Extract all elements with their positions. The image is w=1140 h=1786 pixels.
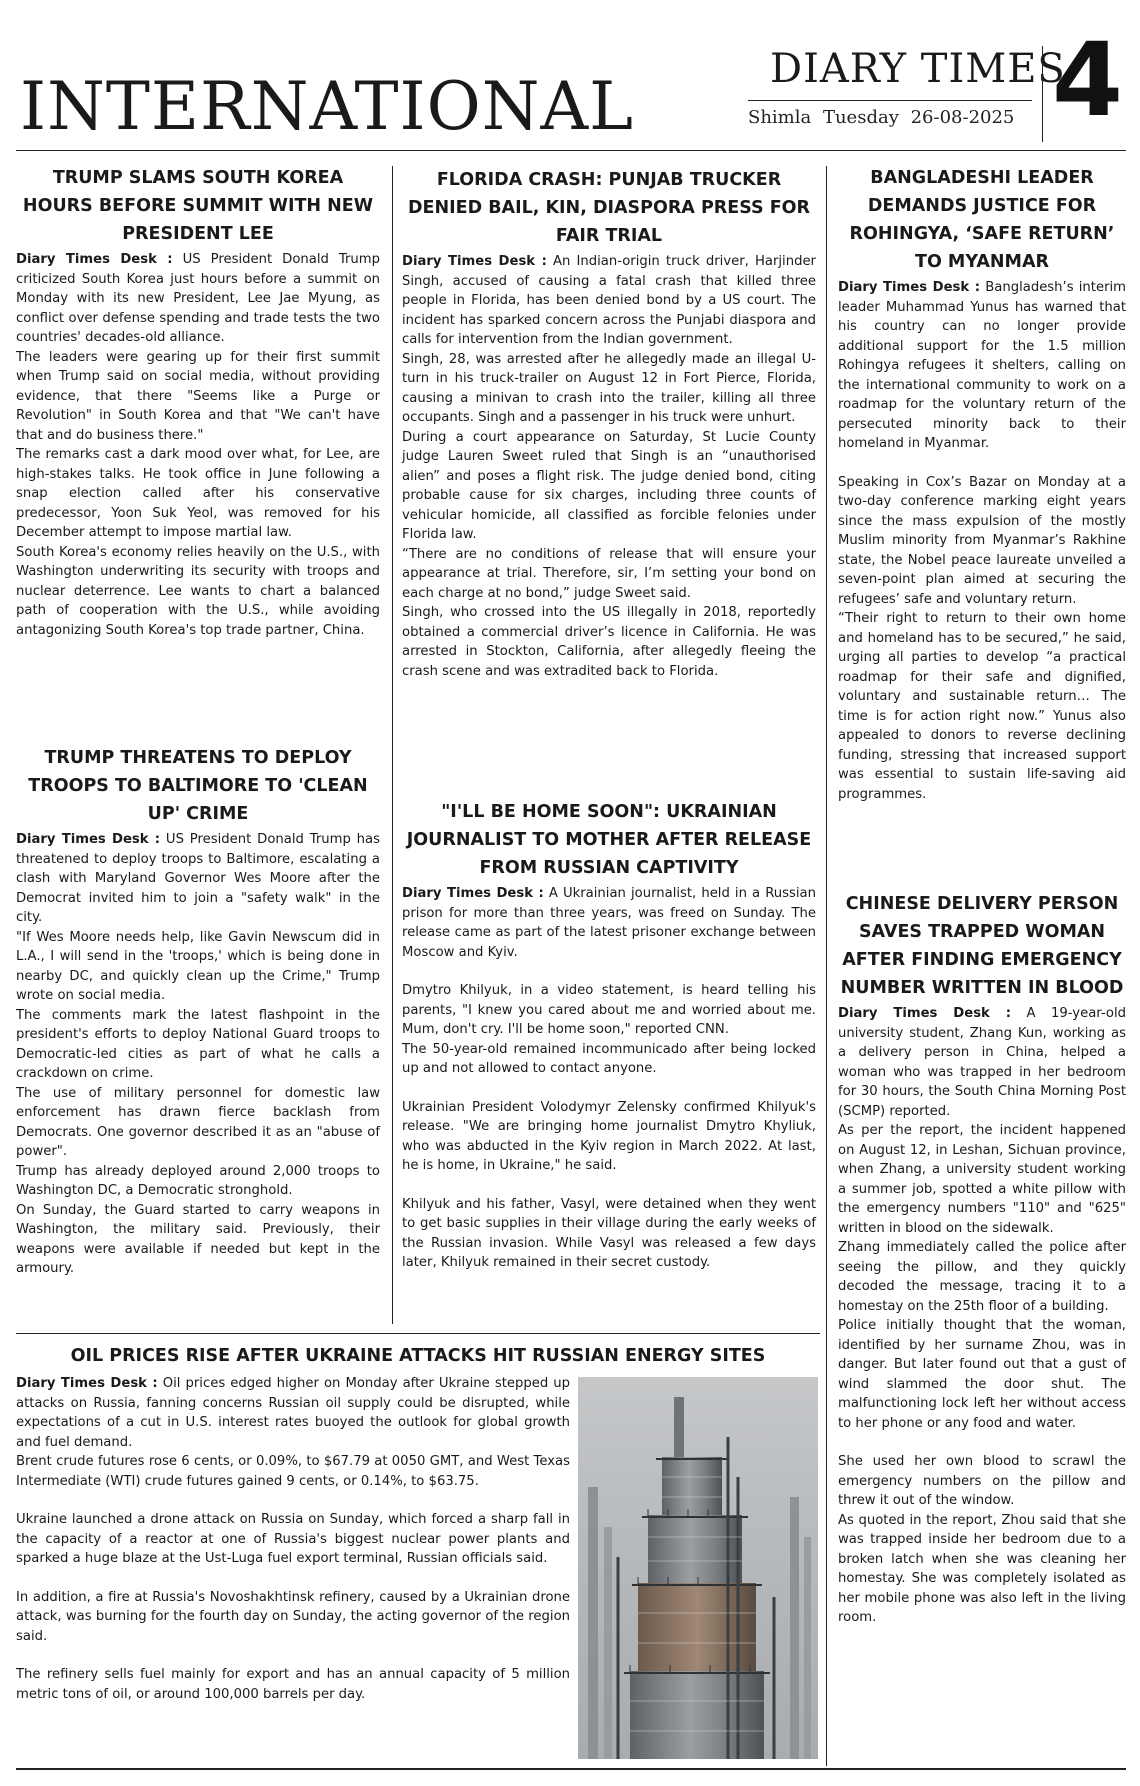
article-body	[838, 1004, 1126, 1628]
paragraph: Diary Times Desk : Bangladesh’s interim leader Muhammad Yunus has warned that his country can no longer provide additional support for the 1.5 million Rohingya refugees it shelters, calling on the international community to work on a roadmap for the voluntary return of the persecuted minority back to their homeland in Myanmar.	[838, 280, 1127, 451]
paragraph: South Korea's economy relies heavily on the U.S., with Washington underwriting its security with troops and nuclear deterrence. Lee wants to chart a balanced path of cooperation with the U.S., while avoiding antagonizing South Korea's top trade partner, China.	[16, 544, 380, 638]
page-number: 4	[1052, 21, 1123, 140]
masthead	[0, 0, 1140, 152]
paragraph: Ukraine launched a drone attack on Russia on Sunday, which forced a sharp fall in the capacity of a reactor at one of Russia's biggest nuclear power plants and sparked a huge blaze at the Ust-Luga fuel export terminal, Russian officials said.	[16, 1512, 570, 1566]
desk-label: Diary Times Desk :	[16, 1376, 158, 1391]
paragraph: Singh, who crossed into the US illegally in 2018, reportedly obtained a commercial driver’s licence in California. He was arrested in Stockton, California, after allegedly fleeing the crash scene and was extradited back to Florida.	[402, 605, 816, 679]
article-korea	[16, 164, 380, 640]
paragraph: The use of military personnel for domestic law enforcement has drawn fierce backlash from Democrats. One governor described it as an "abuse of power".	[16, 1085, 380, 1159]
article-body	[402, 884, 816, 1273]
paragraph: The refinery sells fuel mainly for export and has an annual capacity of 5 million metric tons of oil, or around 100,000 barrels per day.	[16, 1667, 570, 1702]
paragraph: Speaking in Cox’s Bazar on Monday at a two-day conference marking eight years since the mass expulsion of the mostly Muslim minority from Myanmar’s Rakhine state, the Nobel peace laureate unveiled a seven-point plan aimed at securing the refugees’ safe and voluntary return.	[838, 474, 1126, 607]
page-number-divider	[1042, 46, 1043, 142]
article-body	[16, 1374, 570, 1704]
paragraph: Diary Times Desk : A Ukrainian journalist, held in a Russian prison for more than three years, was freed on Sunday. The release came as part of the latest prisoner exchange between Moscow and Kyiv.	[402, 886, 816, 960]
article-florida	[402, 166, 816, 681]
desk-label: Diary Times Desk :	[402, 254, 547, 269]
headline: OIL PRICES RISE AFTER UKRAINE ATTACKS HIT RUSSIAN ENERGY SITES	[70, 1346, 766, 1366]
paragraph: "If Wes Moore needs help, like Gavin Newscum did in L.A., I will send in the 'troops,' which is being done in nearby DC, and quickly clean up the Crime," Trump wrote on social media.	[16, 929, 380, 1003]
article-body	[16, 830, 380, 1279]
paragraph: Diary Times Desk : Oil prices edged higher on Monday after Ukraine stepped up attacks on Russia, fanning concerns Russian oil supply could be disrupted, while expectations of a cut in U.S. interest rates buoyed the outlook for global growth and fuel demand.	[16, 1376, 570, 1450]
paragraph: Police initially thought that the woman, identified by her surname Zhou, was in danger. But later found out that a gust of wind slammed the door shut. The malfunctioning lock left her without access to her phone or any food and water.	[838, 1318, 1126, 1431]
paragraph: Diary Times Desk : A 19-year-old university student, Zhang Kun, working as a delivery person in China, helped a woman who was trapped in her bedroom for 30 hours, the South China Morning Post (SCMP) reported.	[838, 1006, 1126, 1119]
brand-divider	[748, 100, 1032, 101]
article-oil-body	[16, 1374, 570, 1704]
paragraph: Brent crude futures rose 6 cents, or 0.09%, to $67.79 at 0050 GMT, and West Texas Intermediate (WTI) crude futures gained 9 cents, or 0.14%, to $63.75.	[16, 1454, 570, 1489]
paragraph: On Sunday, the Guard started to carry weapons in Washington, the military said. Previously, their weapons were available if needed but kept in the armoury.	[16, 1202, 380, 1276]
paragraph: The leaders were gearing up for their first summit when Trump said on social media, without providing evidence, that there "Seems like a Purge or Revolution" in South Korea and that "We can't have that and do business there."	[16, 349, 380, 443]
desk-label: Diary Times Desk :	[16, 252, 173, 267]
refinery-photo	[578, 1377, 818, 1759]
article-rohingya	[838, 164, 1126, 804]
brand-name: DIARY TIMES	[770, 46, 1066, 92]
desk-label: Diary Times Desk :	[16, 832, 161, 847]
paragraph: The comments mark the latest flashpoint in the president's efforts to deploy National Guard troops to Democratic-led cities as part of what he calls a crackdown on crime.	[16, 1007, 380, 1081]
desk-label: Diary Times Desk :	[838, 1006, 1011, 1021]
column-divider-right	[826, 166, 827, 1766]
paragraph: Diary Times Desk : An Indian-origin truck driver, Harjinder Singh, accused of causing a fatal crash that killed three people in Florida, has been denied bond by a US court. The incident has sparked concern across the Punjabi diaspora and calls for intervention from the Indian government.	[402, 254, 816, 347]
paragraph: During a court appearance on Saturday, St Lucie County judge Lauren Sweet ruled that Singh is an “unauthorised alien” and poses a flight risk. The judge denied bond, citing probable cause for six charges, including three counts of vehicular homicide, all classified as forcible felonies under Florida law.	[402, 429, 816, 542]
oil-section-rule	[16, 1333, 820, 1334]
paragraph: Ukrainian President Volodymyr Zelensky confirmed Khilyuk's release. "We are bringing home journalist Dmytro Khyliuk, who was abducted in the Kyiv region in March 2022. At last, he is home, in Ukraine," he said.	[402, 1099, 816, 1173]
refinery-illustration	[578, 1377, 818, 1759]
paragraph: “There are no conditions of release that will ensure your appearance at trial. Therefore, sir, I’m setting your bond on each charge at no bond,” judge Sweet said.	[402, 546, 816, 601]
top-rule	[16, 150, 1126, 151]
paragraph: Trump has already deployed around 2,000 troops to Washington DC, a Democratic stronghold.	[16, 1163, 380, 1198]
dateline: Shimla Tuesday 26-08-2025	[748, 107, 1015, 128]
article-body	[402, 252, 816, 681]
desk-label: Diary Times Desk :	[838, 280, 981, 295]
paragraph: Dmytro Khilyuk, in a video statement, is heard telling his parents, "I knew you cared about me and worried about me. Mum, don't cry. I'll be home soon," reported CNN.	[402, 983, 816, 1037]
desk-label: Diary Times Desk :	[402, 886, 544, 901]
article-body	[838, 278, 1126, 804]
headline: TRUMP THREATENS TO DEPLOY TROOPS TO BALTIMORE TO 'CLEAN UP' CRIME	[28, 748, 368, 824]
article-baltimore	[16, 744, 380, 1279]
paragraph: She used her own blood to scrawl the emergency numbers on the pillow and threw it out of the window.	[838, 1454, 1126, 1508]
paragraph: Singh, 28, was arrested after he allegedly made an illegal U-turn in his truck-trailer on August 12 in Fort Pierce, Florida, causing a minivan to crash into the trailer, killing all three occupants. Singh and a passenger in his truck were unhurt.	[402, 351, 816, 425]
headline: TRUMP SLAMS SOUTH KOREA HOURS BEFORE SUMMIT WITH NEW PRESIDENT LEE	[22, 168, 374, 244]
bottom-rule	[16, 1768, 1126, 1770]
column-divider-left	[392, 166, 393, 1324]
paragraph: Khilyuk and his father, Vasyl, were detained when they went to get basic supplies in their village during the early weeks of the Russian invasion. While Vasyl was released a few days later, Khilyuk remained in their secret custody.	[402, 1196, 816, 1270]
section-title: INTERNATIONAL	[20, 68, 634, 145]
paragraph: Diary Times Desk : US President Donald Trump has threatened to deploy troops to Baltimore, escalating a clash with Maryland Governor Wes Moore after the Democrat invited him to join a "safety walk" in the city.	[16, 832, 380, 925]
article-delivery	[838, 890, 1126, 1628]
headline: FLORIDA CRASH: PUNJAB TRUCKER DENIED BAIL, KIN, DIASPORA PRESS FOR FAIR TRIAL	[407, 170, 811, 246]
headline: BANGLADESHI LEADER DEMANDS JUSTICE FOR ROHINGYA, ‘SAFE RETURN’ TO MYANMAR	[849, 168, 1115, 272]
article-oil	[16, 1342, 820, 1372]
paragraph: As quoted in the report, Zhou said that she was trapped inside her bedroom due to a broken latch when she was cleaning her homestay. She was completely isolated as her mobile phone was also left in the living room.	[838, 1512, 1126, 1625]
article-ukrainian-journalist	[402, 798, 816, 1273]
paragraph: The 50-year-old remained incommunicado after being locked up and not allowed to contact anyone.	[402, 1041, 816, 1076]
article-body	[16, 250, 380, 640]
paragraph: “Their right to return to their own home and homeland has to be secured,” he said, urging all parties to develop “a practical roadmap for their safe and dignified, voluntary and sustainable return… The time is for action right now.” Yunus also appealed to donors to reverse declining funding, stressing that increased support was essential to sustain life-saving aid programmes.	[838, 611, 1126, 802]
paragraph: Diary Times Desk : US President Donald Trump criticized South Korea just hours before a summit on Monday with its new President, Lee Jae Myung, as conflict over defense spending and trade tests the two countries' decades-old alliance.	[16, 252, 380, 345]
paragraph: In addition, a fire at Russia's Novoshakhtinsk refinery, caused by a Ukrainian drone attack, was burning for the fourth day on Sunday, the acting governor of the region said.	[16, 1589, 570, 1644]
headline: CHINESE DELIVERY PERSON SAVES TRAPPED WOMAN AFTER FINDING EMERGENCY NUMBER WRITTEN IN BLOOD	[840, 894, 1124, 998]
paragraph: The remarks cast a dark mood over what, for Lee, are high-stakes talks. He took office in June following a snap election called after his conservative predecessor, Yoon Suk Yeol, was removed for his December attempt to impose martial law.	[16, 447, 380, 540]
paragraph: Zhang immediately called the police after seeing the pillow, and they quickly decoded the message, tracing it to a homestay on the 25th floor of a building.	[838, 1240, 1126, 1314]
paragraph: As per the report, the incident happened on August 12, in Leshan, Sichuan province, when Zhang, a university student working a summer job, spotted a white pillow with the emergency numbers "110" and "625" written in blood on the sidewalk.	[838, 1123, 1126, 1236]
headline: "I'LL BE HOME SOON": UKRAINIAN JOURNALIST TO MOTHER AFTER RELEASE FROM RUSSIAN CAPTIVITY	[406, 802, 812, 878]
